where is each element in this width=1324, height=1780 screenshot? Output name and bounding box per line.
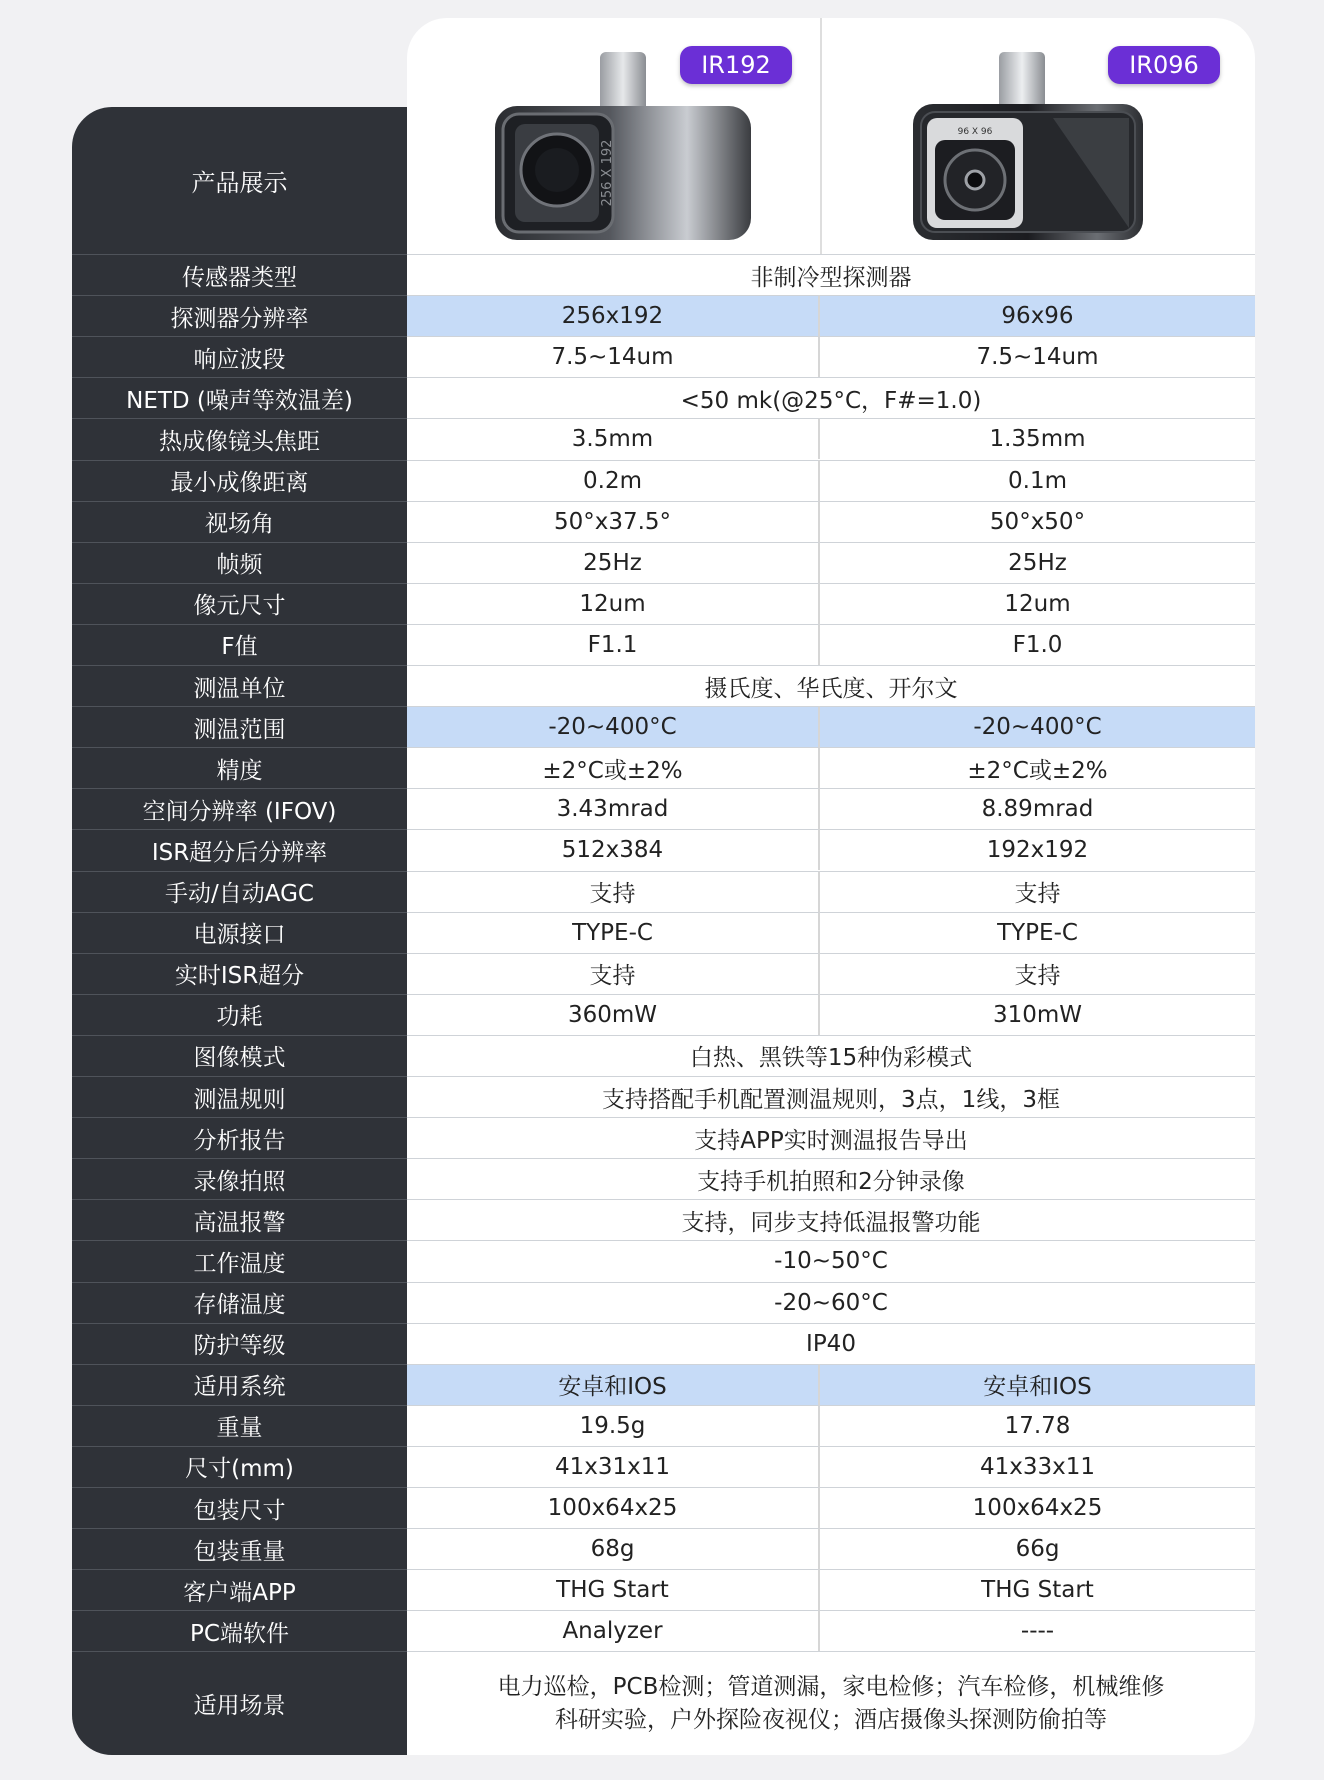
spec-row xyxy=(72,1446,1255,1487)
spec-label: 热成像镜头焦距 xyxy=(72,418,407,459)
spec-value-ir096: 66g xyxy=(820,1528,1255,1569)
spec-value-merged: IP40 xyxy=(407,1323,1255,1364)
spec-value-ir096: F1.0 xyxy=(820,624,1255,665)
spec-value-ir192: 25Hz xyxy=(407,542,820,583)
spec-row xyxy=(72,1569,1255,1610)
spec-row xyxy=(72,1528,1255,1569)
spec-value-ir192: 256x192 xyxy=(407,295,820,336)
spec-row xyxy=(72,829,1255,870)
spec-row xyxy=(72,912,1255,953)
spec-row xyxy=(72,788,1255,829)
spec-value-merged: 支持搭配手机配置测温规则，3点，1线，3框 xyxy=(407,1076,1255,1117)
spec-row xyxy=(72,295,1255,336)
spec-value-ir096: 支持 xyxy=(820,871,1255,912)
spec-value-merged: -10~50°C xyxy=(407,1240,1255,1281)
spec-label: 分析报告 xyxy=(72,1117,407,1158)
spec-label: NETD (噪声等效温差) xyxy=(72,377,407,418)
spec-value-ir192: THG Start xyxy=(407,1569,820,1610)
spec-label: ISR超分后分辨率 xyxy=(72,829,407,870)
spec-value-merged: <50 mk(@25°C，F#=1.0) xyxy=(407,377,1255,418)
spec-label: 尺寸(mm) xyxy=(72,1446,407,1487)
spec-row xyxy=(72,377,1255,418)
spec-label: 电源接口 xyxy=(72,912,407,953)
spec-value-ir192: 12um xyxy=(407,583,820,624)
ir096-device-image xyxy=(913,52,1145,242)
spec-value-merged: -20~60°C xyxy=(407,1282,1255,1323)
spec-value-merged: 支持APP实时测温报告导出 xyxy=(407,1117,1255,1158)
product-display-label: 产品展示 xyxy=(191,169,288,197)
spec-value-ir096: 17.78 xyxy=(820,1405,1255,1446)
spec-row xyxy=(72,953,1255,994)
spec-label: 响应波段 xyxy=(72,336,407,377)
spec-row xyxy=(72,1199,1255,1240)
spec-row xyxy=(72,460,1255,501)
spec-value-ir096: 96x96 xyxy=(820,295,1255,336)
spec-row xyxy=(72,254,1255,295)
spec-value-ir096: 7.5~14um xyxy=(820,336,1255,377)
spec-value-ir096: 支持 xyxy=(820,953,1255,994)
spec-row xyxy=(72,583,1255,624)
spec-value-ir096: 41x33x11 xyxy=(820,1446,1255,1487)
spec-value-ir096: TYPE-C xyxy=(820,912,1255,953)
spec-row xyxy=(72,1158,1255,1199)
spec-value-ir192: 19.5g xyxy=(407,1405,820,1446)
spec-label: 客户端APP xyxy=(72,1569,407,1610)
spec-label: 像元尺寸 xyxy=(72,583,407,624)
spec-row xyxy=(72,1405,1255,1446)
spec-value-merged: 支持手机拍照和2分钟录像 xyxy=(407,1158,1255,1199)
spec-value-ir096: ---- xyxy=(820,1610,1255,1651)
spec-label: 手动/自动AGC xyxy=(72,871,407,912)
spec-value-ir096: 50°x50° xyxy=(820,501,1255,542)
spec-row xyxy=(72,1487,1255,1528)
spec-value-ir096: 安卓和IOS xyxy=(820,1364,1255,1405)
spec-label: 适用场景 xyxy=(72,1651,407,1755)
spec-value-ir192: TYPE-C xyxy=(407,912,820,953)
spec-label: 工作温度 xyxy=(72,1240,407,1281)
spec-value-ir096: 192x192 xyxy=(820,829,1255,870)
spec-value-ir192: 41x31x11 xyxy=(407,1446,820,1487)
spec-value-ir096: 310mW xyxy=(820,994,1255,1035)
spec-row xyxy=(72,1610,1255,1651)
spec-value-line: 电力巡检，PCB检测；管道测漏，家电检修；汽车检修，机械维修 xyxy=(497,1673,1165,1700)
spec-value-ir096: 100x64x25 xyxy=(820,1487,1255,1528)
spec-value-ir096: 1.35mm xyxy=(820,418,1255,459)
spec-value-ir096: 8.89mrad xyxy=(820,788,1255,829)
spec-value-ir192: 安卓和IOS xyxy=(407,1364,820,1405)
spec-label: 测温规则 xyxy=(72,1076,407,1117)
spec-value-ir192: 支持 xyxy=(407,953,820,994)
spec-value-merged xyxy=(407,1651,1255,1755)
spec-value-ir192: 360mW xyxy=(407,994,820,1035)
spec-row xyxy=(72,747,1255,788)
spec-label: 包装重量 xyxy=(72,1528,407,1569)
spec-label: 最小成像距离 xyxy=(72,460,407,501)
spec-row xyxy=(72,1117,1255,1158)
spec-label: 防护等级 xyxy=(72,1323,407,1364)
spec-value-ir192: Analyzer xyxy=(407,1610,820,1651)
spec-row xyxy=(72,706,1255,747)
spec-value-merged: 白热、黑铁等15种伪彩模式 xyxy=(407,1035,1255,1076)
spec-value-ir192: 3.5mm xyxy=(407,418,820,459)
spec-value-ir096: -20~400°C xyxy=(820,706,1255,747)
spec-label: 空间分辨率 (IFOV) xyxy=(72,788,407,829)
spec-row xyxy=(72,542,1255,583)
spec-value-ir192: 512x384 xyxy=(407,829,820,870)
spec-value-ir096: 0.1m xyxy=(820,460,1255,501)
spec-label: PC端软件 xyxy=(72,1610,407,1651)
spec-row xyxy=(72,501,1255,542)
spec-value-ir192: 3.43mrad xyxy=(407,788,820,829)
spec-label: 视场角 xyxy=(72,501,407,542)
spec-value-ir192: 7.5~14um xyxy=(407,336,820,377)
spec-label: 帧频 xyxy=(72,542,407,583)
spec-label: 测温单位 xyxy=(72,665,407,706)
spec-label: 功耗 xyxy=(72,994,407,1035)
spec-value-ir192: 100x64x25 xyxy=(407,1487,820,1528)
spec-value-ir192: F1.1 xyxy=(407,624,820,665)
spec-value-ir192: -20~400°C xyxy=(407,706,820,747)
spec-value-ir192: 支持 xyxy=(407,871,820,912)
spec-row xyxy=(72,1240,1255,1281)
ir096-sensor-print: 96 X 96 xyxy=(957,127,993,137)
spec-row xyxy=(72,1364,1255,1405)
spec-label: 精度 xyxy=(72,747,407,788)
spec-value-ir192: 68g xyxy=(407,1528,820,1569)
spec-row xyxy=(72,994,1255,1035)
ir192-sensor-print: 256 X 192 xyxy=(600,139,615,207)
header-divider xyxy=(820,18,822,254)
spec-label: 存储温度 xyxy=(72,1282,407,1323)
spec-row xyxy=(72,336,1255,377)
spec-value-merged: 支持，同步支持低温报警功能 xyxy=(407,1199,1255,1240)
spec-label: 实时ISR超分 xyxy=(72,953,407,994)
spec-row xyxy=(72,1651,1255,1755)
spec-label: 录像拍照 xyxy=(72,1158,407,1199)
spec-value-ir096: ±2°C或±2% xyxy=(820,747,1255,788)
ir192-badge: IR192 xyxy=(680,46,792,84)
ir096-badge: IR096 xyxy=(1108,46,1220,84)
spec-value-merged: 摄氏度、华氏度、开尔文 xyxy=(407,665,1255,706)
spec-value-line: 科研实验，户外探险夜视仪；酒店摄像头探测防偷拍等 xyxy=(555,1706,1107,1733)
spec-value-merged: 非制冷型探测器 xyxy=(407,254,1255,295)
spec-row xyxy=(72,624,1255,665)
spec-value-ir192: 0.2m xyxy=(407,460,820,501)
spec-value-ir096: THG Start xyxy=(820,1569,1255,1610)
spec-label: 测温范围 xyxy=(72,706,407,747)
spec-label: 高温报警 xyxy=(72,1199,407,1240)
spec-row xyxy=(72,418,1255,459)
spec-row xyxy=(72,1282,1255,1323)
spec-value-ir096: 12um xyxy=(820,583,1255,624)
spec-row xyxy=(72,871,1255,912)
spec-value-ir192: ±2°C或±2% xyxy=(407,747,820,788)
spec-row xyxy=(72,1035,1255,1076)
spec-label: 适用系统 xyxy=(72,1364,407,1405)
spec-label: 图像模式 xyxy=(72,1035,407,1076)
spec-value-ir192: 50°x37.5° xyxy=(407,501,820,542)
spec-label: F值 xyxy=(72,624,407,665)
spec-label: 探测器分辨率 xyxy=(72,295,407,336)
spec-label: 传感器类型 xyxy=(72,254,407,295)
spec-row xyxy=(72,665,1255,706)
spec-row xyxy=(72,1076,1255,1117)
spec-value-ir096: 25Hz xyxy=(820,542,1255,583)
spec-label: 包装尺寸 xyxy=(72,1487,407,1528)
spec-row xyxy=(72,1323,1255,1364)
spec-label: 重量 xyxy=(72,1405,407,1446)
